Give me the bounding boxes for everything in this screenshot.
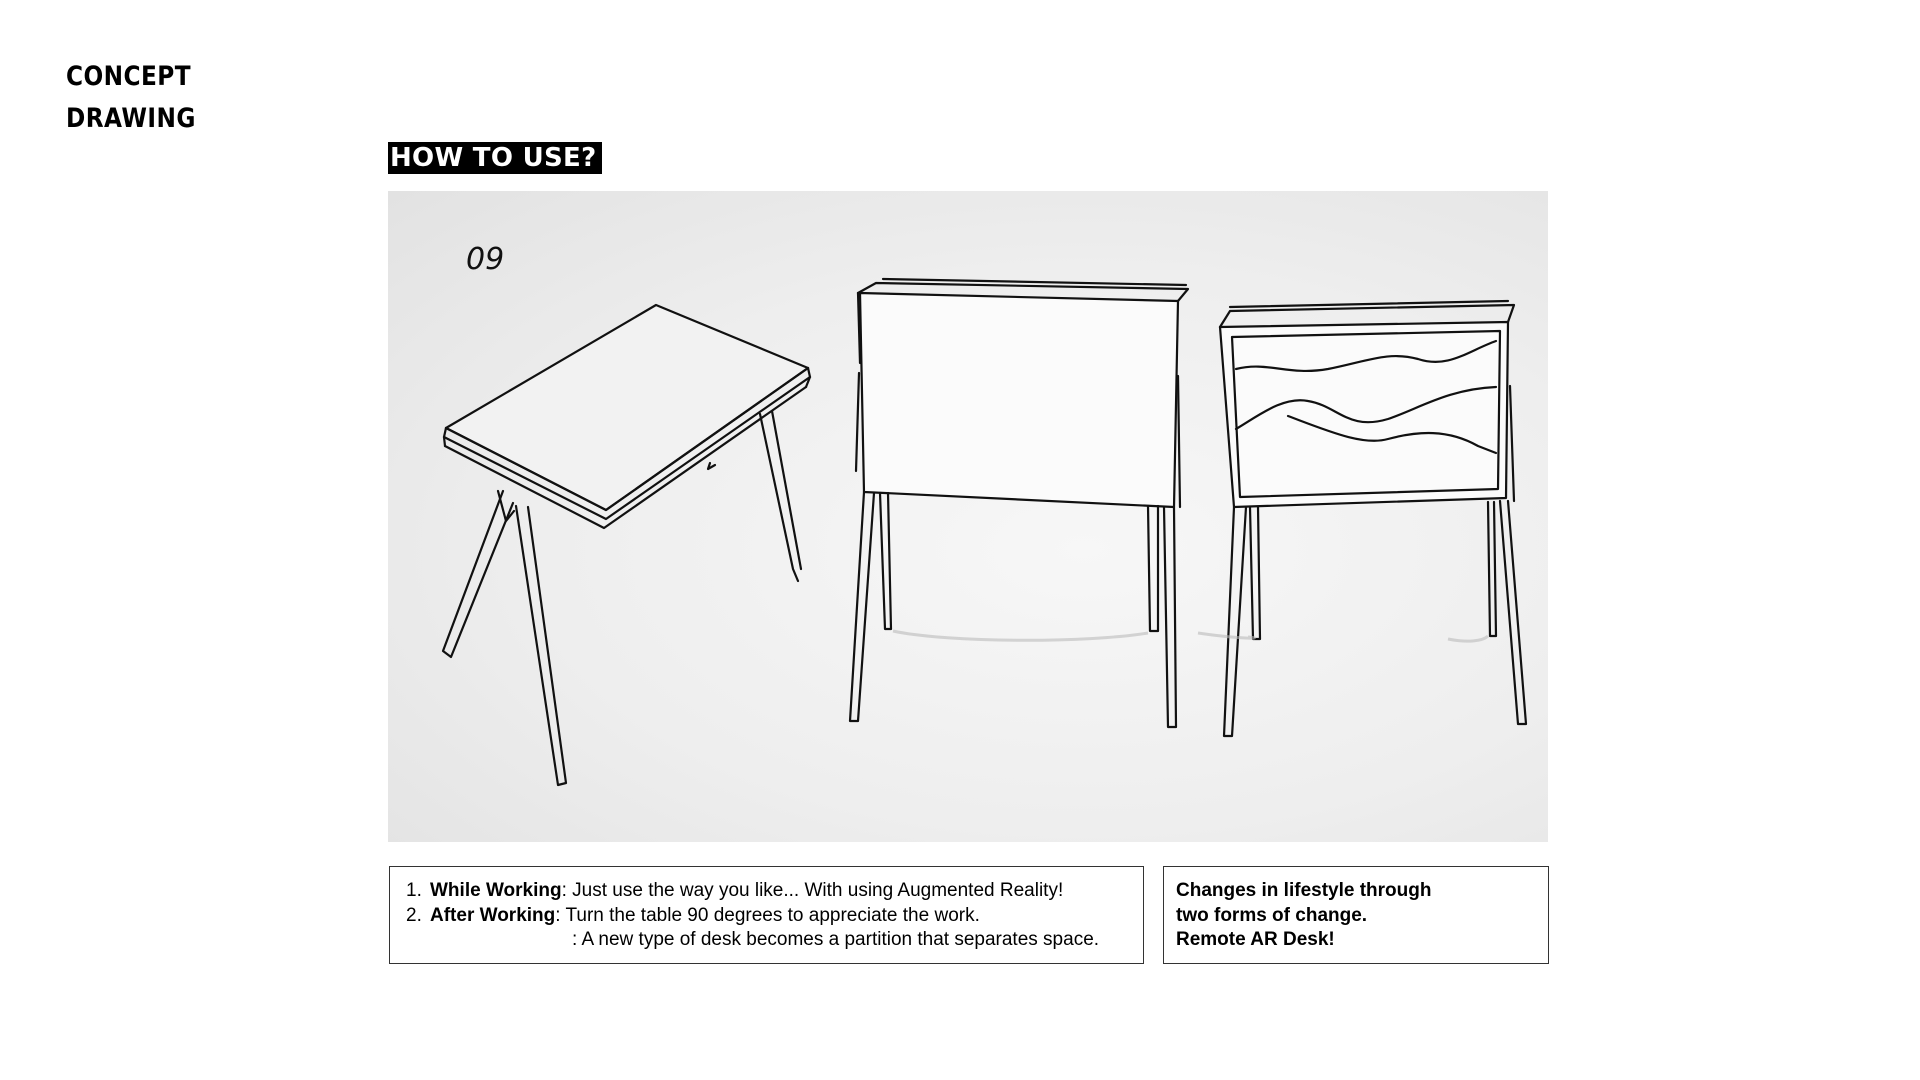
usage-item-1 (406, 879, 1143, 904)
usage-item-desc: : Just use the way you like... With using Augmented Reality! (561, 880, 1064, 901)
usage-item-number: 2. (406, 904, 422, 926)
desk-partition-artwork-sketch (1220, 301, 1526, 736)
desk-partition-blank-sketch (850, 279, 1188, 727)
usage-item-2 (406, 904, 1143, 929)
desk-sketch-drawing (388, 191, 1548, 842)
usage-continuation: : A new type of desk becomes a partition that separates space. (572, 929, 1100, 950)
usage-item-term: After Working (430, 904, 556, 926)
summary-line-3: Remote AR Desk! (1176, 929, 1335, 950)
concept-sketch (388, 191, 1548, 842)
summary-line-1: Changes in lifestyle through (1176, 880, 1432, 901)
usage-item-desc: : Turn the table 90 degrees to appreciate the work. (555, 904, 980, 926)
summary-line-2: two forms of change. (1176, 904, 1368, 926)
usage-instructions (389, 866, 1144, 964)
page-label (66, 56, 196, 140)
usage-item-term: While Working (430, 880, 562, 901)
usage-item-number: 1. (406, 880, 422, 901)
page-label-line-2: DRAWING (66, 103, 196, 134)
section-tag: HOW TO USE? (388, 142, 602, 174)
sketch-annotation: 09 (466, 242, 505, 277)
summary-box (1163, 866, 1549, 964)
desk-perspective-sketch (443, 305, 810, 785)
page-label-line-1: CONCEPT (66, 61, 191, 92)
